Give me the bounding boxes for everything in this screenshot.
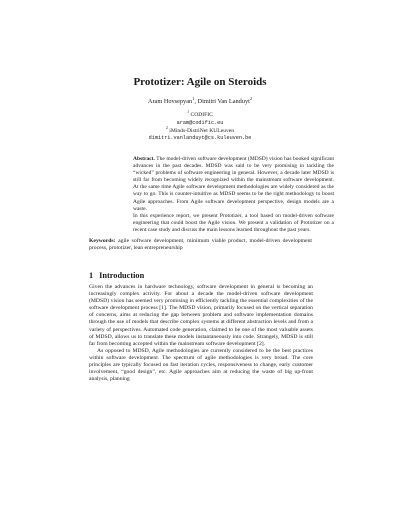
affiliations — [0, 112, 400, 143]
section-title: Introduction — [99, 270, 145, 280]
affiliation-line — [0, 112, 400, 120]
author-name: Dimitri Van Landuyt — [197, 98, 250, 105]
affiliation-name: CODIFIC — [190, 112, 213, 118]
affiliation-mark: 2 — [165, 125, 168, 130]
author-affiliation-mark: 2 — [249, 95, 253, 101]
keywords-label: Keywords: — [89, 238, 116, 244]
author-list — [0, 95, 400, 105]
section-body — [89, 284, 313, 383]
abstract-paragraph — [133, 156, 334, 213]
body-paragraph: Given the advances in hardware technology, software development in general is becoming an increasingly complex activity. For about a decade the model-driven software development (MDSD) vision has seemed very promising in efficiently tackling the essential complexities of the software development process [1]. The MDSD vision, primarily focused on the vertical separation of concerns, aims at reducing the gap between problem and software implementation domains through the use of models that describe complex systems at different abstraction levels and from a variety of perspectives. Automated code generation, claimed to be one of the most valuable assets of MDSD, allows us to translate these models instantaneously into code. Strangely, MDSD is still far from becoming accepted within the mainstream software development [2]. — [89, 284, 313, 347]
abstract-text: The model-driven software development (MDSD) vision has booked significant advances in the past decades. MDSD was said to be very promising in tackling the “wicked” problems of software engineering in general. However, a decade later MDSD is still far from becoming widely recognized within the mainstream software development. At the same time Agile software development methodologies are widely considered as the way to go. This is counter-intuitive as MDSD seems to be the right methodology to boost Agile approaches. From Agile software development perspective, design models are a waste. — [133, 156, 334, 212]
section-heading — [89, 271, 144, 280]
affiliation-mark: 1 — [187, 110, 190, 115]
abstract-paragraph: In this experience report, we present Prototizer, a tool based on model-driven software engineering that could boost the Agile vision. We present a validation of Prototizer on a recent case study and discuss the main lessons learned throughout the past years. — [133, 212, 334, 233]
affiliation-line — [0, 125, 400, 136]
keywords-text: agile software development, minimum viable product, model-driven development process, prototizer, lean entrepreneurship — [89, 238, 313, 252]
email-address: dimitri.vanlanduyt@cs.kuleuven.be — [148, 135, 252, 142]
abstract — [133, 156, 334, 234]
paper-title: Prototizer: Agile on Steroids — [133, 76, 267, 88]
section-number: 1 — [89, 270, 94, 280]
affiliation-email — [0, 135, 400, 143]
keywords — [89, 238, 312, 253]
abstract-label: Abstract. — [133, 156, 155, 162]
email-address: aram@codific.eu — [176, 119, 224, 126]
author-name: Aram Hovsepyan — [147, 98, 193, 105]
author-affiliation-mark: 1 — [192, 95, 195, 101]
author-separator: , — [194, 98, 198, 105]
affiliation-name: iMinds-DistriNet KULeuven — [169, 127, 235, 134]
affiliation-email — [0, 120, 400, 128]
body-paragraph: As opposed to MDSD, Agile methodologies are currently considered to be the best practices within software development. The spectrum of agile methodologies is very broad. The core principles are typically focused on fast iteration cycles, responsiveness to change, early customer involvement, “good design”, etc. Agile approaches aim at reducing the waste of big up-front analysis, planning — [89, 347, 313, 383]
